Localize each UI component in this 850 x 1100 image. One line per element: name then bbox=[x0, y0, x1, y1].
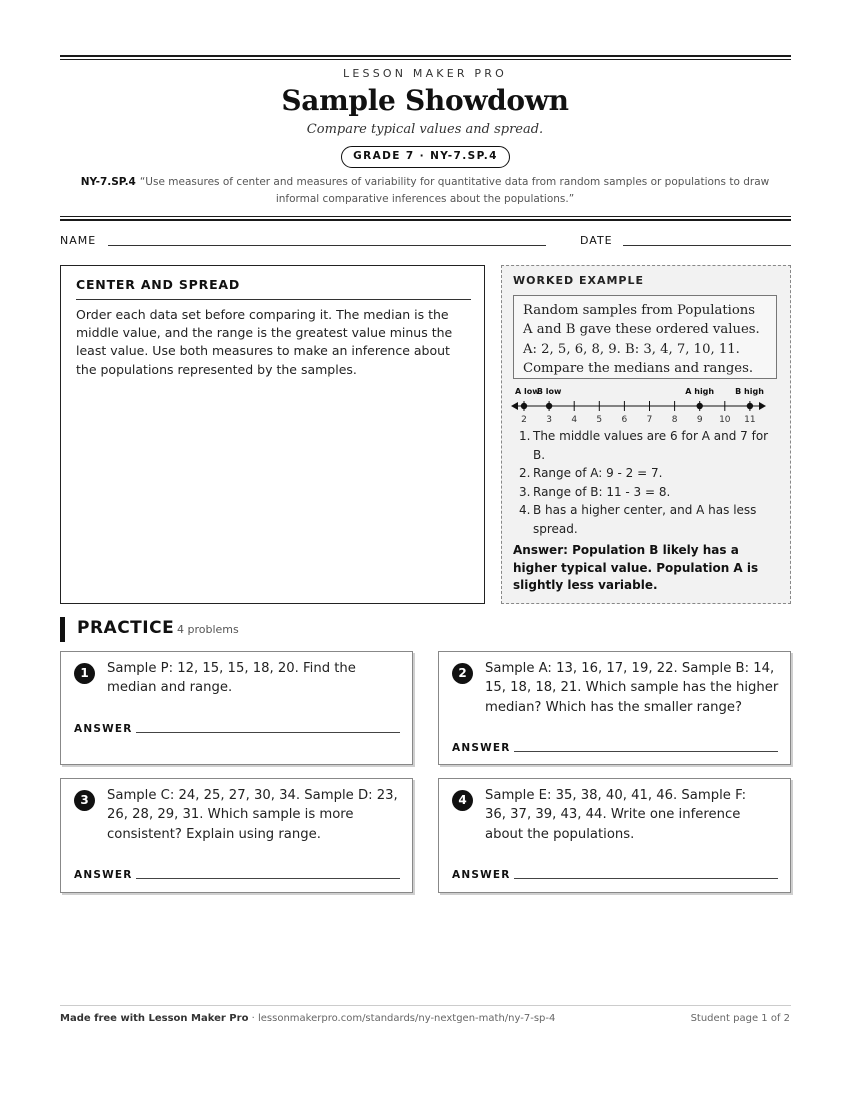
center-spread-box bbox=[60, 265, 485, 604]
point-label: A high bbox=[685, 387, 715, 396]
answer-field[interactable] bbox=[514, 878, 778, 879]
practice-card-2 bbox=[438, 651, 791, 765]
problem-text: Sample P: 12, 15, 15, 18, 20. Find the median and range. bbox=[107, 661, 356, 696]
standard-code: NY-7.SP.4 bbox=[80, 176, 136, 188]
practice-count: 4 problems bbox=[177, 623, 239, 636]
center-spread-heading: CENTER AND SPREAD bbox=[76, 277, 241, 292]
answer-field[interactable] bbox=[136, 732, 400, 733]
tick-label: 11 bbox=[744, 415, 756, 424]
tick-label: 7 bbox=[646, 415, 653, 424]
standard-text: “Use measures of center and measures of variability for quantitative data from random samples or populations to draw informal comparative inferences about the populations.” bbox=[139, 176, 770, 205]
center-spread-divider bbox=[76, 299, 471, 300]
worked-example-problem: Random samples from Populations A and B gave these ordered values. A: 2, 5, 6, 8, 9. B: 3, 4, 7, 10, 11. Compare the medians and ranges. bbox=[513, 295, 777, 379]
tick-label: 9 bbox=[696, 415, 703, 424]
footer-page-number: Student page 1 of 2 bbox=[690, 1013, 790, 1024]
answer-label: ANSWER bbox=[74, 869, 133, 881]
footer-url[interactable]: · lessonmakerpro.com/standards/ny-nextgen-math/ny-7-sp-4 bbox=[248, 1013, 556, 1024]
number-line-point bbox=[747, 403, 753, 409]
practice-heading: PRACTICE bbox=[77, 618, 175, 638]
worked-example-box bbox=[501, 265, 791, 604]
problem-number-badge: 4 bbox=[452, 790, 473, 811]
point-label: B low bbox=[536, 387, 562, 396]
worked-step: 1. The middle values are 6 for A and 7 for B. bbox=[519, 429, 769, 462]
worked-example-steps bbox=[513, 427, 781, 538]
tick-label: 3 bbox=[546, 415, 552, 424]
answer-label: ANSWER bbox=[452, 869, 511, 881]
point-label: A low bbox=[515, 387, 540, 396]
header-bottom-rule-thick bbox=[60, 219, 791, 221]
name-field[interactable] bbox=[108, 245, 546, 246]
date-label: DATE bbox=[580, 234, 613, 247]
number-line-point bbox=[697, 403, 703, 409]
practice-card-1 bbox=[60, 651, 413, 765]
tick-label: 5 bbox=[596, 415, 603, 424]
worked-example-answer: Answer: Population B likely has a higher typical value. Population A is slightly less variable. bbox=[513, 543, 759, 592]
header-top-rule bbox=[60, 55, 791, 57]
page-subtitle: Compare typical values and spread. bbox=[306, 122, 544, 137]
answer-field[interactable] bbox=[514, 751, 778, 752]
problem-number-badge: 2 bbox=[452, 663, 473, 684]
grade-badge: GRADE 7 · NY-7.SP.4 bbox=[341, 146, 510, 168]
practice-accent-bar bbox=[60, 617, 65, 642]
answer-label: ANSWER bbox=[452, 742, 511, 754]
standard-statement bbox=[72, 174, 778, 207]
tick-label: 4 bbox=[571, 415, 578, 424]
problem-text: Sample A: 13, 16, 17, 19, 22. Sample B: 14, 15, 18, 18, 21. Which sample has the higher median? Which has the smaller range? bbox=[485, 661, 779, 715]
number-line bbox=[511, 384, 771, 424]
point-label: B high bbox=[735, 387, 764, 396]
answer-label: ANSWER bbox=[74, 723, 133, 735]
number-line-point bbox=[546, 403, 552, 409]
worked-step: 3. Range of B: 11 - 3 = 8. bbox=[519, 484, 671, 499]
practice-card-3 bbox=[60, 778, 413, 893]
tick-label: 6 bbox=[621, 415, 628, 424]
worked-step: 2. Range of A: 9 - 2 = 7. bbox=[519, 466, 663, 480]
number-line-point bbox=[521, 403, 527, 409]
problem-text: Sample C: 24, 25, 27, 30, 34. Sample D: 23, 26, 28, 29, 31. Which sample is more consistent? Explain using range. bbox=[107, 788, 398, 842]
center-spread-body: Order each data set before comparing it. The median is the middle value, and the range is the greatest value minus the least value. Use both measures to make an inference about the populations represented by the samples. bbox=[76, 307, 453, 377]
name-label: NAME bbox=[60, 234, 97, 247]
header-bottom-rule bbox=[60, 216, 791, 217]
problem-number-badge: 1 bbox=[74, 663, 95, 684]
worked-example-heading: WORKED EXAMPLE bbox=[513, 274, 644, 287]
problem-number-badge: 3 bbox=[74, 790, 95, 811]
right-arrow-icon bbox=[759, 402, 766, 410]
tick-label: 8 bbox=[671, 415, 678, 424]
tick-label: 2 bbox=[521, 415, 527, 424]
page-title: Sample Showdown bbox=[281, 84, 569, 117]
left-arrow-icon bbox=[511, 402, 518, 410]
answer-field[interactable] bbox=[136, 878, 400, 879]
practice-card-4 bbox=[438, 778, 791, 893]
worked-step: 4. B has a higher center, and A has less spread. bbox=[519, 503, 757, 536]
date-field[interactable] bbox=[623, 245, 791, 246]
problem-text: Sample E: 35, 38, 40, 41, 46. Sample F: 36, 37, 39, 43, 44. Write one inference about the populations. bbox=[485, 788, 747, 842]
header-top-rule-thin bbox=[60, 59, 791, 60]
brand-name: LESSON MAKER PRO bbox=[343, 67, 507, 80]
footer-divider bbox=[60, 1005, 791, 1006]
tick-label: 10 bbox=[719, 415, 731, 424]
footer-made-with: Made free with Lesson Maker Pro bbox=[60, 1013, 249, 1024]
footer-credit bbox=[60, 1013, 555, 1024]
